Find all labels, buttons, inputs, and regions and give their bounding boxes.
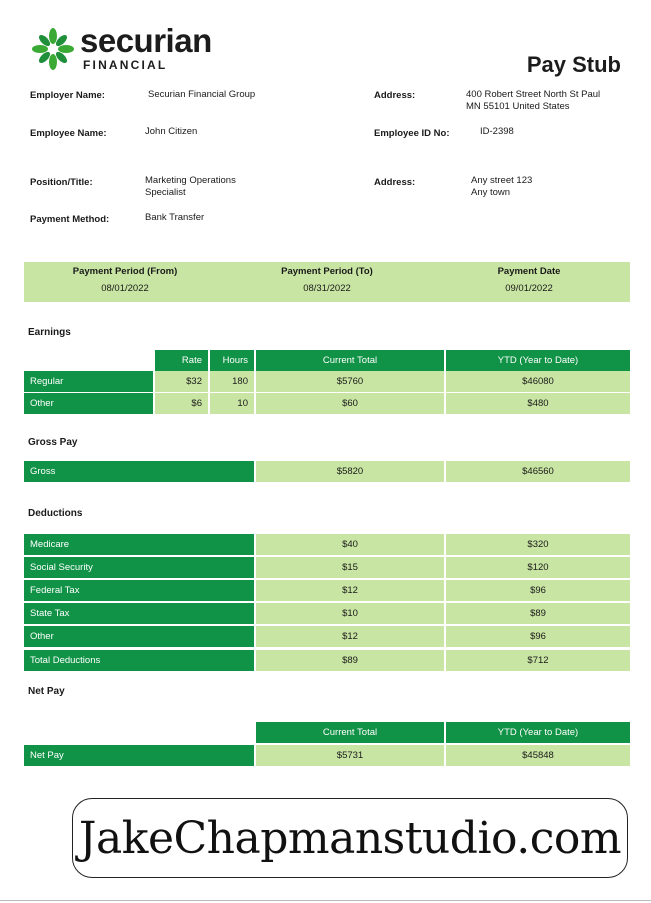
deduction-current: $12 — [256, 626, 444, 647]
ytd-header: YTD (Year to Date) — [446, 350, 630, 371]
securian-logo-icon — [30, 26, 76, 72]
period-to — [226, 262, 428, 294]
net-current-header: Current Total — [256, 722, 444, 743]
deduction-current: $10 — [256, 603, 444, 624]
payment-method-label: Payment Method: — [30, 214, 110, 225]
earning-label: Other — [24, 393, 153, 414]
earning-ytd: $480 — [446, 393, 630, 414]
deduction-label: Medicare — [24, 534, 254, 555]
net-pay-current: $5731 — [256, 745, 444, 766]
earning-label: Regular — [24, 371, 153, 392]
gross-pay-title: Gross Pay — [28, 437, 78, 448]
employer-address-line1: 400 Robert Street North St Paul — [466, 89, 601, 100]
deduction-ytd: $120 — [446, 557, 630, 578]
employee-address-value — [471, 175, 532, 199]
deduction-current: $40 — [256, 534, 444, 555]
total-deductions-row — [24, 650, 630, 671]
employee-name-value: John Citizen — [145, 126, 198, 137]
deduction-label: Total Deductions — [24, 650, 254, 671]
period-from — [24, 262, 226, 294]
position-label: Position/Title: — [30, 177, 93, 188]
employer-address-value — [466, 89, 600, 113]
watermark-banner: JakeChapmanstudio.com — [72, 798, 628, 878]
period-from-label: Payment Period (From) — [72, 266, 178, 277]
table-row — [24, 626, 630, 647]
gross-current: $5820 — [256, 461, 444, 482]
employee-address-line1: Any street 123 — [471, 175, 533, 186]
earning-current: $5760 — [256, 371, 444, 392]
payment-date-value: 09/01/2022 — [505, 283, 553, 294]
net-ytd-header: YTD (Year to Date) — [446, 722, 630, 743]
deduction-ytd: $320 — [446, 534, 630, 555]
gross-label: Gross — [24, 461, 254, 482]
table-row — [24, 371, 630, 392]
table-row — [24, 603, 630, 624]
employer-name-value: Securian Financial Group — [148, 89, 256, 100]
earning-hours: 180 — [210, 371, 254, 392]
earning-current: $60 — [256, 393, 444, 414]
period-to-value: 08/31/2022 — [303, 283, 351, 294]
deduction-label: Other — [24, 626, 254, 647]
employer-address-line2: MN 55101 United States — [466, 101, 570, 112]
payment-date-label: Payment Date — [497, 266, 561, 277]
position-line2: Specialist — [145, 187, 186, 198]
deduction-label: State Tax — [24, 603, 254, 624]
earning-ytd: $46080 — [446, 371, 630, 392]
deductions-title: Deductions — [28, 508, 83, 519]
earning-rate: $6 — [155, 393, 208, 414]
deduction-current: $89 — [256, 650, 444, 671]
deduction-ytd: $96 — [446, 626, 630, 647]
employee-id-value: ID-2398 — [480, 126, 514, 137]
rate-header: Rate — [155, 350, 208, 371]
earnings-title: Earnings — [28, 327, 71, 338]
table-row — [24, 557, 630, 578]
net-pay-label: Net Pay — [24, 745, 254, 766]
net-pay-row — [24, 745, 630, 766]
deduction-label: Social Security — [24, 557, 254, 578]
current-total-header: Current Total — [256, 350, 444, 371]
company-subtitle: FINANCIAL — [83, 58, 168, 72]
page-title: Pay Stub — [526, 52, 621, 77]
deduction-current: $12 — [256, 580, 444, 601]
page-bottom-divider — [0, 900, 651, 901]
net-pay-title: Net Pay — [28, 686, 65, 697]
company-logo — [30, 22, 212, 72]
gross-ytd: $46560 — [446, 461, 630, 482]
gross-row — [24, 461, 630, 482]
payment-method-value: Bank Transfer — [145, 212, 205, 223]
table-row — [24, 393, 630, 414]
employee-name-label: Employee Name: — [30, 128, 107, 139]
hours-header: Hours — [210, 350, 254, 371]
net-pay-header-row — [24, 722, 630, 743]
deduction-current: $15 — [256, 557, 444, 578]
deduction-ytd: $89 — [446, 603, 630, 624]
employee-address-line2: Any town — [471, 187, 511, 198]
deduction-ytd: $96 — [446, 580, 630, 601]
net-pay-ytd: $45848 — [446, 745, 630, 766]
position-line1: Marketing Operations — [145, 175, 236, 186]
deduction-ytd: $712 — [446, 650, 630, 671]
payment-date — [428, 262, 630, 294]
payment-period-band — [24, 262, 630, 302]
position-value — [145, 175, 236, 199]
employer-name-label: Employer Name: — [30, 90, 105, 101]
employee-address-label: Address: — [374, 177, 416, 188]
earnings-header-row — [24, 350, 630, 371]
earning-rate: $32 — [155, 371, 208, 392]
table-row — [24, 580, 630, 601]
company-name: securian — [80, 22, 212, 59]
period-to-label: Payment Period (To) — [281, 266, 373, 277]
table-row — [24, 534, 630, 555]
period-from-value: 08/01/2022 — [101, 283, 149, 294]
deduction-label: Federal Tax — [24, 580, 254, 601]
earning-hours: 10 — [210, 393, 254, 414]
employer-address-label: Address: — [374, 90, 416, 101]
employee-id-label: Employee ID No: — [374, 128, 450, 139]
